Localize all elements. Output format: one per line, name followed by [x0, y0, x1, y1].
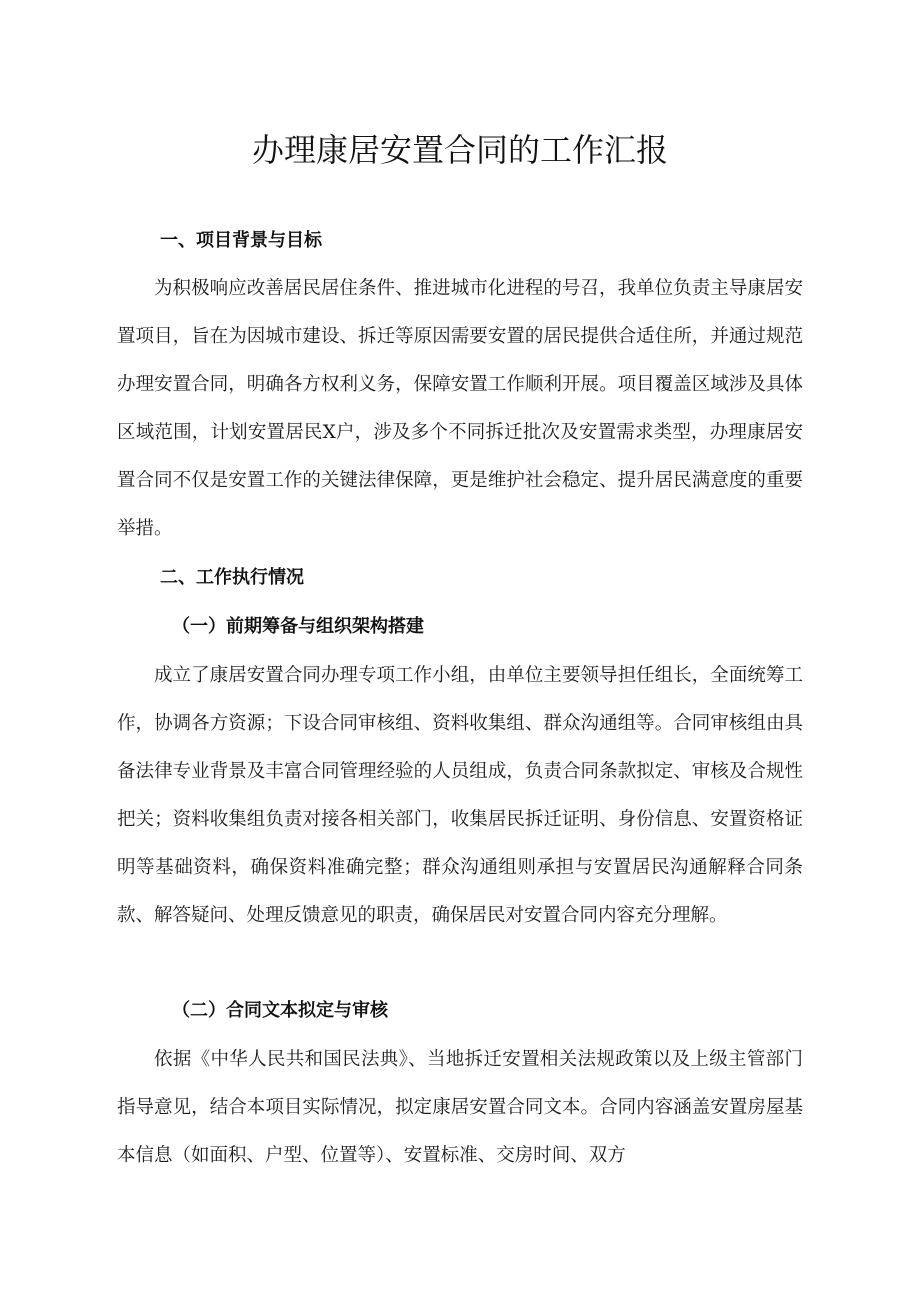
subsection-heading-preparation: （一）前期筹备与组织架构搭建 — [172, 616, 424, 637]
paragraph-background: 为积极响应改善居民居住条件、推进城市化进程的号召，我单位负责主导康居安置项目，旨在为因城市建设、拆迁等原因需要安置的居民提供合适住所，并通过规范办理安置合同，明确各方权利义务，保障安置工作顺利开展。项目覆盖区域涉及具体区域范围，计划安置居民X户，涉及多个不同拆迁批次及安置需求类型，办理康居安置合同不仅是安置工作的关键法律保障，更是维护社会稳定、提升居民满意度的重要举措。 — [117, 278, 803, 539]
paragraph-contract-drafting: 依据《中华人民共和国民法典》、当地拆迁安置相关法规政策以及上级主管部门指导意见，结合本项目实际情况，拟定康居安置合同文本。合同内容涵盖安置房屋基本信息（如面积、户型、位置等）、安置标准、交房时间、双方 — [117, 1049, 803, 1166]
section-heading-execution: 二、工作执行情况 — [160, 567, 304, 588]
paragraph-preparation: 成立了康居安置合同办理专项工作小组，由单位主要领导担任组长，全面统筹工作，协调各方资源；下设合同审核组、资料收集组、群众沟通组等。合同审核组由具备法律专业背景及丰富合同管理经验的人员组成，负责合同条款拟定、审核及合规性把关；资料收集组负责对接各相关部门，收集居民拆迁证明、身份信息、安置资格证明等基础资料，确保资料准确完整；群众沟通组则承担与安置居民沟通解释合同条款、解答疑问、处理反馈意见的职责，确保居民对安置合同内容充分理解。 — [117, 665, 803, 926]
subsection-heading-contract-drafting: （二）合同文本拟定与审核 — [172, 1000, 388, 1021]
section-heading-background: 一、项目背景与目标 — [160, 230, 322, 251]
document-title: 办理康居安置合同的工作汇报 — [251, 131, 668, 169]
